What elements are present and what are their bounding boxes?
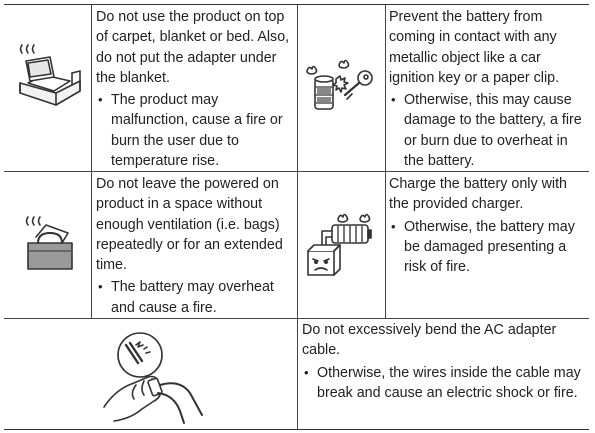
warning-statement: Prevent the battery from coming in contact with any metallic object like a car ignition key or a paper clip. <box>389 9 560 86</box>
column-divider <box>385 5 386 318</box>
bent-cable-icon <box>100 323 210 432</box>
warning-bullet: • The battery may overheat and cause a fire. <box>96 277 296 318</box>
laptop-on-bed-icon <box>16 43 86 120</box>
warning-statement: Do not use the product on top of carpet, blanket or bed. Also, do not put the adapter under the blanket. <box>96 9 290 86</box>
warning-text-ventilation <box>96 174 296 318</box>
warning-statement: Do not leave the powered on product in a space without enough ventilation (i.e. bags) repeatedly or for an extended time. <box>96 176 283 274</box>
warning-bullet: • Otherwise, the wires inside the cable may break and cause an electric shock or fire. <box>302 363 586 404</box>
warning-text-charger <box>389 174 589 277</box>
warning-text-carpet <box>96 7 296 171</box>
laptop-in-bag-icon <box>22 211 78 278</box>
warning-text-metal-contact <box>389 7 589 171</box>
battery-charger-icon <box>298 211 380 284</box>
battery-with-key-icon <box>303 57 379 118</box>
warning-bullet: • The product may malfunction, cause a fire or burn the user due to temperature rise. <box>96 90 296 171</box>
warning-statement: Do not excessively bend the AC adapter cable. <box>302 322 557 359</box>
warning-statement: Charge the battery only with the provided charger. <box>389 176 568 213</box>
warning-bullet: • Otherwise, this may cause damage to the battery, a fire or burn due to overheat in the battery. <box>389 90 589 171</box>
warning-text-cable <box>302 320 586 403</box>
column-divider <box>91 5 92 318</box>
safety-table <box>4 4 589 430</box>
warning-bullet: • Otherwise, the battery may be damaged presenting a risk of fire. <box>389 217 589 278</box>
